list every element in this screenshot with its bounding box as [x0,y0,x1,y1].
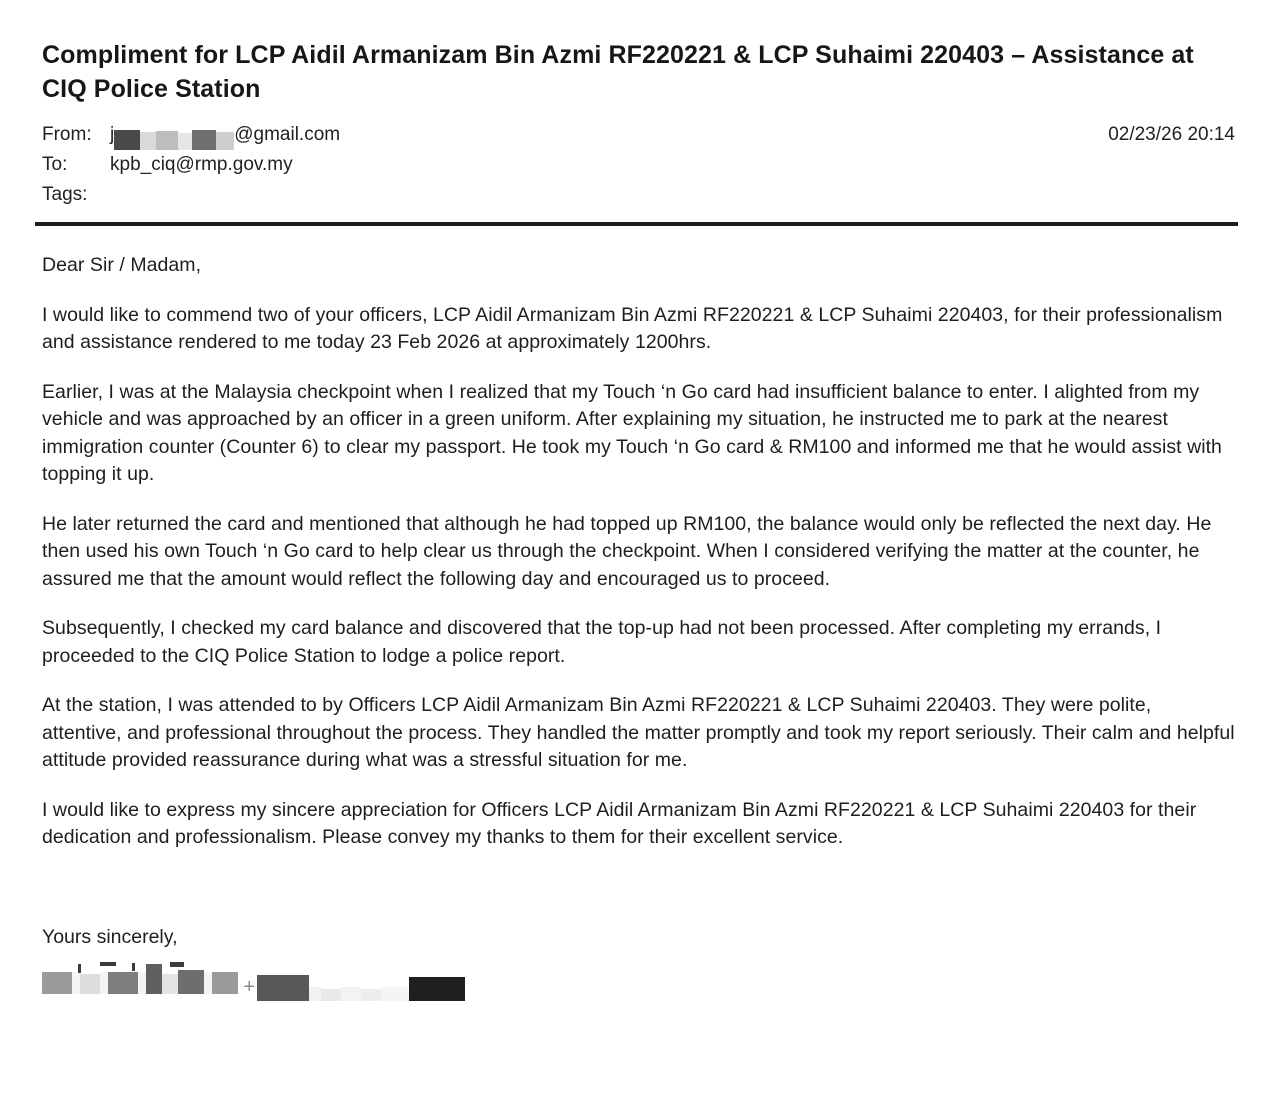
email-body [42,252,1235,852]
salutation: Dear Sir / Madam, [42,254,202,276]
paragraph-appreciation: I would like to express my sincere appreciation for Officers LCP Aidil Armanizam Bin Azmi RF220221 & LCP Suhaimi 220403 for their dedication and professionalism. Please convey my thanks to them for their excellent service. [42,798,1197,848]
signature-block [42,924,1235,1001]
to-row [42,150,1235,180]
email-header-block [42,120,1235,210]
paragraph-commendation: I would like to commend two of your officers, LCP Aidil Armanizam Bin Azmi RF220221 & LCP Suhaimi 220403, for their professionalism and assistance rendered to me today 23 Feb 2026 at approximately 1200hrs. [42,303,1223,353]
paragraph-topup-not-processed: Subsequently, I checked my card balance and discovered that the top-up had not been processed. After completing my errands, I proceeded to the CIQ Police Station to lodge a police report. [42,617,1162,667]
to-value: kpb_ciq@rmp.gov.my [110,154,293,175]
tags-row [42,180,1235,210]
from-visible-prefix: j [110,124,115,145]
to-label: To: [42,154,68,175]
from-row [42,120,1235,150]
redacted-sender-name-block [42,960,238,994]
phone-plus-hint: + [243,975,256,998]
paragraph-officers-at-station: At the station, I was attended to by Officers LCP Aidil Armanizam Bin Azmi RF220221 & LCP Suhaimi 220403. They were polite, attentive, and professional throughout the process. They handled the matter promptly and took my report seriously. Their calm and helpful attitude provided reassurance during what was a stressful situation for me. [42,694,1235,771]
tags-label: Tags: [42,184,88,205]
redacted-from-user-block [114,126,234,150]
paragraph-card-returned: He later returned the card and mentioned that although he had topped up RM100, the balance would only be reflected the next day. He then used his own Touch ‘n Go card to help clear us through the checkpoint. When I considered verifying the matter at the counter, he assured me that the amount would reflect the following day and encouraged us to proceed. [42,512,1212,590]
paragraph-checkpoint-incident: Earlier, I was at the Malaysia checkpoint when I realized that my Touch ‘n Go card had insufficient balance to enter. I alighted from my vehicle and was approached by an officer in a green uniform. After explaining my situation, he instructed me to park at the nearest immigration counter (Counter 6) to clear my passport. He took my Touch ‘n Go card & RM100 and informed me that he would assist with topping it up. [42,380,1222,485]
email-subject: Compliment for LCP Aidil Armanizam Bin Azmi RF220221 & LCP Suhaimi 220403 – Assistance at CIQ Police Station [42,41,1194,103]
redacted-sender-phone-block [243,971,465,1001]
from-visible-suffix: @gmail.com [234,124,341,145]
header-divider [35,222,1238,226]
email-timestamp: 02/23/26 20:14 [1108,124,1235,145]
from-value [110,120,340,150]
closing-line: Yours sincerely, [42,925,178,948]
from-label: From: [42,124,92,145]
